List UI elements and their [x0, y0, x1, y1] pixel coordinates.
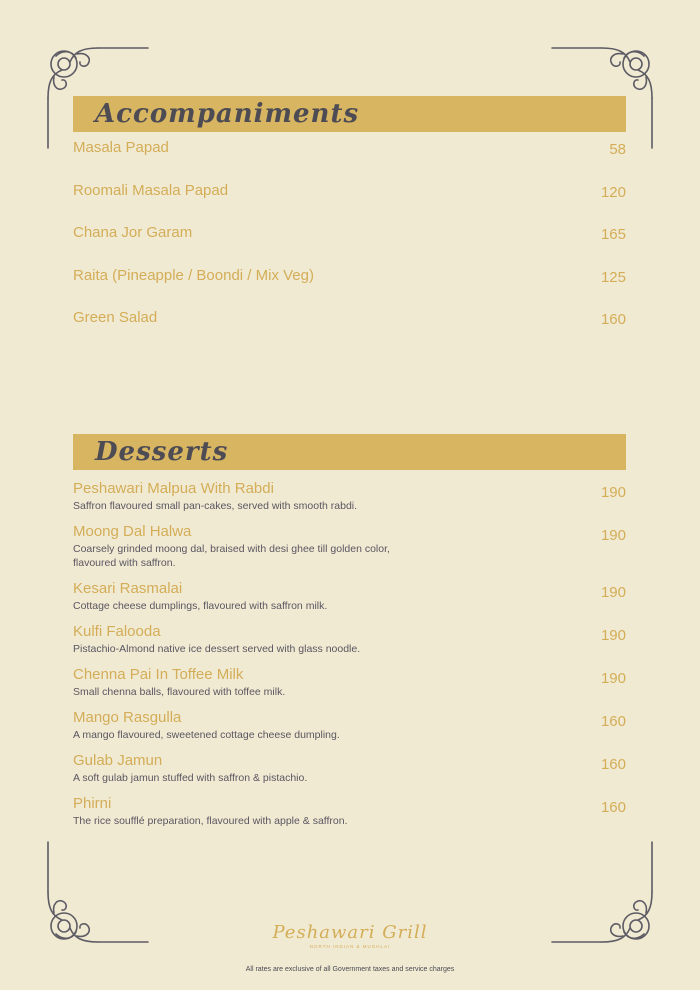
- item-name: Chana Jor Garam: [73, 224, 193, 241]
- item-name: Phirni: [73, 795, 112, 812]
- item-description: Cottage cheese dumplings, flavoured with saffron milk.: [73, 600, 328, 612]
- item-price: 160: [600, 799, 626, 816]
- item-price: 58: [609, 141, 626, 158]
- item-price: 160: [600, 311, 626, 328]
- accompaniments-section: [73, 96, 626, 352]
- menu-item: [73, 182, 626, 225]
- section-title-band: [73, 434, 626, 470]
- item-name: Green Salad: [73, 309, 158, 326]
- item-price: 165: [600, 226, 626, 243]
- item-name: Peshawari Malpua With Rabdi: [73, 480, 274, 497]
- item-description: A mango flavoured, sweetened cottage cheese dumpling.: [73, 729, 340, 741]
- item-price: 160: [600, 756, 626, 773]
- desserts-section: [73, 434, 626, 838]
- item-text: [73, 523, 433, 570]
- ornamental-corner-icon: [42, 838, 152, 948]
- menu-list: [73, 480, 626, 828]
- item-text: [73, 795, 433, 828]
- item-text: [73, 580, 433, 613]
- menu-item: [73, 795, 626, 828]
- item-name: Chenna Pai In Toffee Milk: [73, 666, 244, 683]
- section-title: Desserts: [95, 437, 229, 467]
- menu-item: [73, 480, 626, 513]
- restaurant-logo: [240, 922, 460, 949]
- item-name: Masala Papad: [73, 139, 169, 156]
- item-description: A soft gulab jamun stuffed with saffron & pistachio.: [73, 772, 308, 784]
- menu-item: [73, 709, 626, 742]
- item-description: Small chenna balls, flavoured with toffee milk.: [73, 686, 286, 698]
- item-name: Kulfi Falooda: [73, 623, 161, 640]
- menu-item: [73, 580, 626, 613]
- menu-list: [73, 139, 626, 352]
- menu-item: [73, 139, 626, 182]
- menu-item: [73, 224, 626, 267]
- logo-name: Peshawari Grill: [272, 922, 428, 943]
- item-price: 190: [600, 527, 626, 544]
- item-name: Roomali Masala Papad: [73, 181, 229, 199]
- item-price: 190: [600, 627, 626, 644]
- item-description: Coarsely grinded moong dal, braised with desi ghee till golden color, flavoured with saffron.: [73, 543, 390, 569]
- item-name: Moong Dal Halwa: [73, 523, 192, 540]
- menu-item: [73, 309, 626, 352]
- item-description: Pistachio-Almond native ice dessert served with glass noodle.: [73, 643, 361, 655]
- ornamental-corner-icon: [548, 838, 658, 948]
- item-price: 190: [600, 484, 626, 501]
- footer-note: All rates are exclusive of all Government taxes and service charges: [245, 966, 455, 973]
- item-name: Gulab Jamun: [73, 752, 163, 769]
- item-name: Raita (Pineapple / Boondi / Mix Veg): [73, 266, 314, 284]
- logo-tagline: NORTH INDIAN & MUGHLAI: [309, 944, 391, 949]
- section-title-band: [73, 96, 626, 132]
- item-text: [73, 709, 433, 742]
- item-text: [73, 752, 433, 785]
- item-description: The rice soufflé preparation, flavoured with apple & saffron.: [73, 815, 348, 827]
- menu-item: [73, 752, 626, 785]
- item-price: 120: [600, 183, 626, 201]
- menu-item: [73, 666, 626, 699]
- item-description: Saffron flavoured small pan-cakes, served with smooth rabdi.: [73, 500, 358, 512]
- menu-item: [73, 523, 626, 570]
- item-text: [73, 623, 433, 656]
- menu-item: [73, 267, 626, 310]
- item-price: 190: [600, 584, 626, 601]
- item-price: 190: [600, 670, 626, 687]
- item-name: Kesari Rasmalai: [73, 580, 183, 597]
- item-price: 125: [600, 268, 626, 286]
- item-text: [73, 666, 433, 699]
- item-price: 160: [600, 713, 626, 730]
- section-title: Accompaniments: [95, 99, 360, 129]
- item-text: [73, 480, 433, 513]
- item-name: Mango Rasgulla: [73, 709, 182, 726]
- menu-item: [73, 623, 626, 656]
